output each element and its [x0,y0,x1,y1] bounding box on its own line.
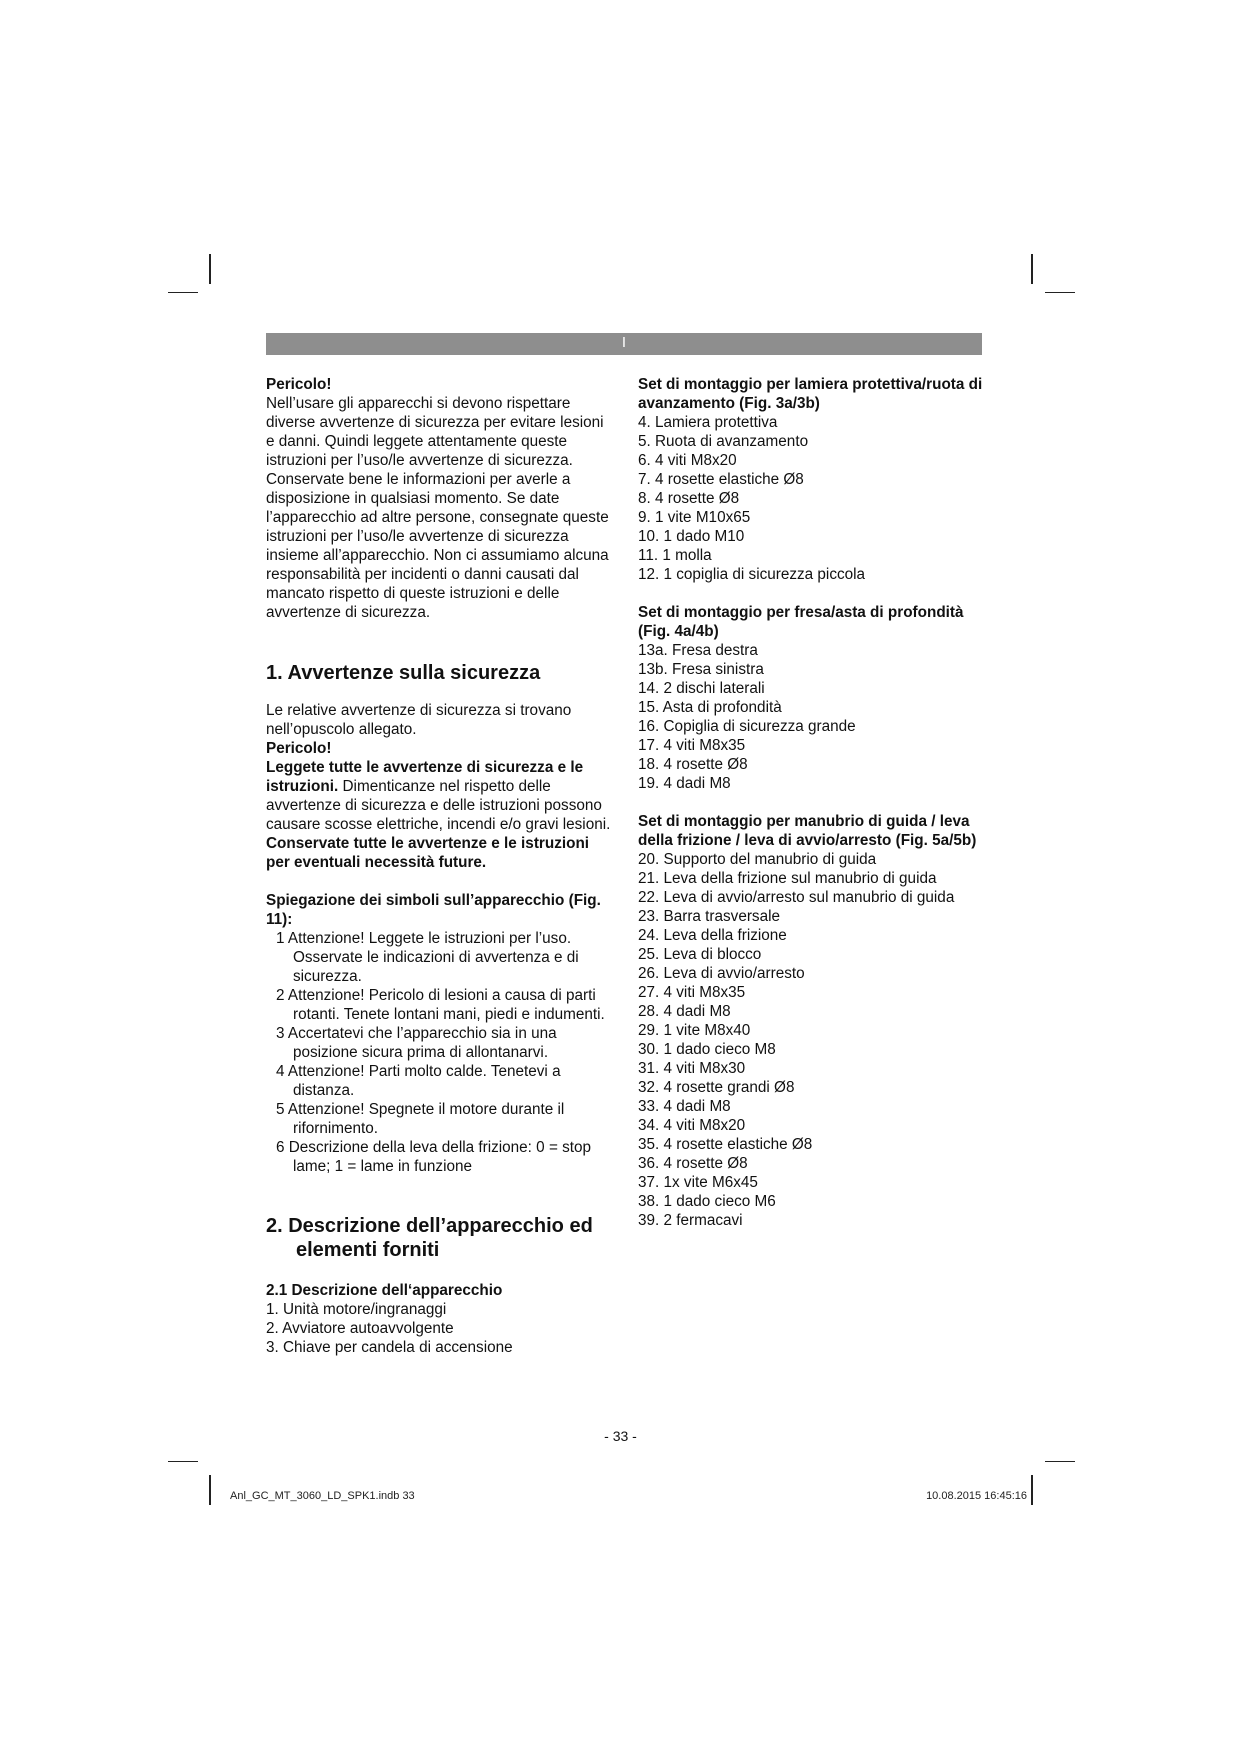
list-item: 30. 1 dado cieco M8 [638,1041,776,1058]
symbol-item: 1 Attenzione! Leggete le istruzioni per l’uso. Osservate le indicazioni di avvertenza e di sicurezza. [276,930,579,985]
footer-timestamp: 10.08.2015 16:45:16 [926,1490,1027,1502]
group-3-title: Set di montaggio per manubrio di guida / leva della frizione / leva di avvio/arresto (Fig. 5a/5b) [638,813,977,849]
list-item: 25. Leva di blocco [638,946,762,963]
section-1-warning-paragraph [266,758,611,834]
list-item: 1. Unità motore/ingranaggi [266,1301,447,1318]
list-item: 27. 4 viti M8x35 [638,984,746,1001]
crop-mark-bottom-left [209,1475,211,1505]
list-item: 13b. Fresa sinistra [638,661,764,678]
list-item: 23. Barra trasversale [638,908,780,925]
list-item: 29. 1 vite M8x40 [638,1022,751,1039]
page-number: - 33 - [604,1428,637,1444]
crop-mark-bottom-left-h [168,1461,198,1462]
list-item: 28. 4 dadi M8 [638,1003,731,1020]
list-item: 21. Leva della frizione sul manubrio di guida [638,870,937,887]
section-1-keep-instructions: Conservate tutte le avvertenze e le istruzioni per eventuali necessità future. [266,835,590,871]
list-item: 36. 4 rosette Ø8 [638,1155,748,1172]
section-1-text: Le relative avvertenze di sicurezza si trovano nell’opuscolo allegato. [266,702,572,738]
list-item: 35. 4 rosette elastiche Ø8 [638,1136,813,1153]
crop-mark-top-right-h [1045,292,1075,293]
list-item: 4. Lamiera protettiva [638,414,778,431]
list-item: 32. 4 rosette grandi Ø8 [638,1079,795,1096]
list-item: 7. 4 rosette elastiche Ø8 [638,471,804,488]
symbol-item: 2 Attenzione! Pericolo di lesioni a causa di parti rotanti. Tenete lontani mani, piedi e indumenti. [276,987,605,1023]
group-2-title: Set di montaggio per fresa/asta di profondità (Fig. 4a/4b) [638,604,964,640]
list-item: 33. 4 dadi M8 [638,1098,731,1115]
list-item: 39. 2 fermacavi [638,1212,743,1229]
list-item: 34. 4 viti M8x20 [638,1117,746,1134]
crop-mark-bottom-right-h [1045,1461,1075,1462]
symbol-item: 3 Accertatevi che l’apparecchio sia in una posizione sicura prima di allontanarvi. [276,1025,557,1061]
list-item: 5. Ruota di avanzamento [638,433,809,450]
group-2-list [638,641,983,793]
crop-mark-bottom-right [1031,1475,1033,1505]
list-item: 2. Avviatore autoavvolgente [266,1320,454,1337]
symbol-item: 6 Descrizione della leva della frizione: 0 = stop lame; 1 = lame in funzione [276,1139,592,1175]
symbols-list [266,929,611,1176]
list-item: 24. Leva della frizione [638,927,787,944]
crop-mark-top-left [209,254,211,284]
section-1-danger: Pericolo! [266,740,332,757]
list-item: 22. Leva di avvio/arresto sul manubrio di guida [638,889,955,906]
list-item: 11. 1 molla [638,547,712,564]
section-2-1-list [266,1300,611,1357]
list-item: 6. 4 viti M8x20 [638,452,737,469]
group-1-title: Set di montaggio per lamiera protettiva/ruota di avanzamento (Fig. 3a/3b) [638,376,983,412]
symbol-item: 4 Attenzione! Parti molto calde. Tenetevi a distanza. [276,1063,561,1099]
list-item: 8. 4 rosette Ø8 [638,490,740,507]
intro-danger-title: Pericolo! [266,376,332,393]
symbols-title: Spiegazione dei simboli sull’apparecchio (Fig. 11): [266,892,601,928]
right-column [638,375,983,1230]
list-item: 10. 1 dado M10 [638,528,745,545]
list-item: 15. Asta di profondità [638,699,782,716]
list-item: 18. 4 rosette Ø8 [638,756,748,773]
section-1-warning-text: Dimenticanze nel rispetto delle avvertenze di sicurezza e delle istruzioni possono causare scosse elettriche, incendi e/o gravi lesioni. [266,778,611,833]
intro-text: Nell’usare gli apparecchi si devono rispettare diverse avvertenze di sicurezza per evitare lesioni e danni. Quindi leggete attentamente queste istruzioni per l’uso/le avvertenze di sicurezza. Conservate bene le informazioni per averle a disposizione in qualsiasi momento. Se date l’apparecchio ad altre persone, consegnate queste istruzioni per l’uso/le avvertenze di sicurezza insieme all’apparecchio. Non ci assumiamo alcuna responsabilità per incidenti o danni causati dal mancato rispetto di queste istruzioni e delle avvertenze di sicurezza. [266,395,609,621]
symbol-item: 5 Attenzione! Spegnete il motore durante il rifornimento. [276,1101,565,1137]
language-header-bar [266,333,982,355]
list-item: 19. 4 dadi M8 [638,775,731,792]
language-code: I [621,334,627,351]
section-2-1-title: 2.1 Descrizione dell‘apparecchio [266,1282,503,1299]
list-item: 9. 1 vite M10x65 [638,509,751,526]
list-item: 26. Leva di avvio/arresto [638,965,805,982]
section-1-title: 1. Avvertenze sulla sicurezza [266,662,541,684]
list-item: 12. 1 copiglia di sicurezza piccola [638,566,866,583]
list-item: 16. Copiglia di sicurezza grande [638,718,856,735]
list-item: 37. 1x vite M6x45 [638,1174,758,1191]
section-2-title: 2. Descrizione dell’apparecchio ed elementi forniti [266,1215,593,1261]
list-item: 13a. Fresa destra [638,642,758,659]
section-1-bold-warning: Leggete tutte le avvertenze di sicurezza e le istruzioni. [266,759,584,795]
list-item: 14. 2 dischi laterali [638,680,765,697]
group-1-list [638,413,983,584]
list-item: 31. 4 viti M8x30 [638,1060,746,1077]
footer-file-name: Anl_GC_MT_3060_LD_SPK1.indb 33 [230,1490,415,1502]
crop-mark-top-left-h [168,292,198,293]
left-column [266,375,611,1357]
list-item: 3. Chiave per candela di accensione [266,1339,513,1356]
group-3-list [638,850,983,1230]
crop-mark-top-right [1031,254,1033,284]
list-item: 20. Supporto del manubrio di guida [638,851,877,868]
list-item: 17. 4 viti M8x35 [638,737,746,754]
list-item: 38. 1 dado cieco M6 [638,1193,776,1210]
